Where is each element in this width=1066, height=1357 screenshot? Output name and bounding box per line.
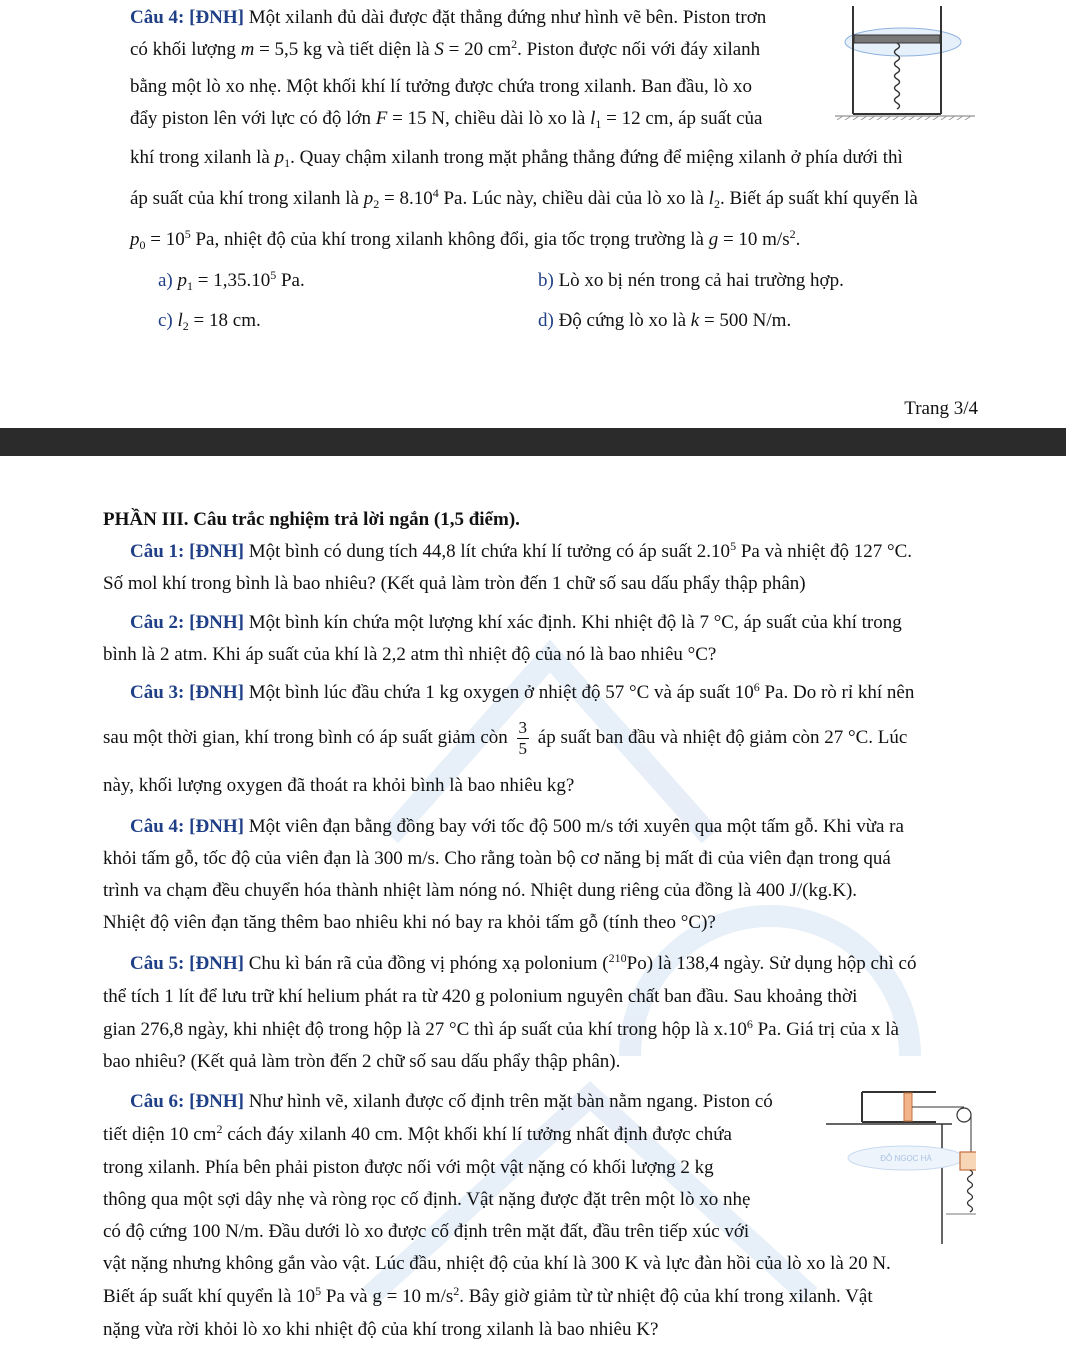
cylinder-spring-figure bbox=[835, 2, 975, 120]
piston bbox=[904, 1093, 912, 1121]
q6-line-8: nặng vừa rời khỏi lò xo khi nhiệt độ của khí trong xilanh là bao nhiêu K? bbox=[103, 1319, 659, 1340]
q4-line-3: bằng một lò xo nhẹ. Một khối khí lí tưởng được chứa trong xilanh. Ban đầu, lò xo bbox=[130, 76, 752, 97]
q4b-line-1: Câu 4: [ĐNH] Một viên đạn bằng đồng bay với tốc độ 500 m/s tới xuyên qua một tấm gỗ. Khi vừa ra bbox=[130, 816, 904, 837]
q6-line-4: thông qua một sợi dây nhẹ và ròng rọc cố định. Vật nặng được đặt trên một lò xo nhẹ bbox=[103, 1189, 751, 1210]
option-d: d) Độ cứng lò xo là k = 500 N/m. bbox=[538, 310, 792, 331]
spring bbox=[968, 1170, 973, 1212]
q4-line-7: $p_0 = 10^5$ Pa, nhiệt độ của khí trong xilanh không đổi, gia tốc trọng trường là g = 10 $m/s^2$. bbox=[130, 227, 801, 252]
cylinder-pulley-figure bbox=[826, 1084, 976, 1244]
part-title: PHẦN III. Câu trắc nghiệm trả lời ngắn (1,5 điểm). bbox=[103, 509, 520, 530]
q4b-line-3: trình va chạm đều chuyển hóa thành nhiệt làm nóng nó. Nhiệt dung riêng của đồng là 400 J/(kg.K). bbox=[103, 880, 858, 901]
q6-line-7: Biết áp suất khí quyển là $10^5$ Pa và g = 10 $m/s^2$. Bây giờ giảm từ từ nhiệt độ của khí trong xilanh. Vật bbox=[103, 1284, 873, 1307]
page-3-bottom bbox=[0, 0, 1066, 428]
option-b: b) Lò xo bị nén trong cả hai trường hợp. bbox=[538, 270, 844, 291]
piston bbox=[854, 35, 940, 43]
q6-line-5: có độ cứng 100 N/m. Đầu dưới lò xo được cố định trên mặt đất, đầu trên tiếp xúc với bbox=[103, 1221, 750, 1242]
q3-line-3: này, khối lượng oxygen đã thoát ra khỏi bình là bao nhiêu kg? bbox=[103, 775, 575, 796]
option-c: c) $l_2 = 18$ cm. bbox=[158, 310, 261, 333]
q5-line-4: bao nhiêu? (Kết quả làm tròn đến 2 chữ số sau dấu phẩy thập phân). bbox=[103, 1051, 621, 1072]
page-4 bbox=[0, 456, 1066, 1357]
q4-line-4: đẩy piston lên với lực có độ lớn F = 15 N, chiều dài lò xo là $l_1 = 12$ cm, áp suất của bbox=[130, 108, 763, 131]
q4-line-5: khí trong xilanh là $p_1$. Quay chậm xilanh trong mặt phẳng thẳng đứng để miệng xilanh ở phía dưới thì bbox=[130, 147, 903, 170]
q1-line-1: Câu 1: [ĐNH] Một bình có dung tích 44,8 lít chứa khí lí tưởng có áp suất 2.10$^5$ Pa và nhiệt độ 127 °C. bbox=[130, 539, 913, 562]
q4-line-1: Câu 4: [ĐNH] Một xilanh đủ dài được đặt thẳng đứng như hình vẽ bên. Piston trơn bbox=[130, 7, 767, 28]
page-number: Trang 3/4 bbox=[904, 398, 978, 419]
hanging-mass bbox=[960, 1152, 976, 1170]
question-label: Câu 4: [ĐNH] bbox=[130, 7, 244, 28]
figure-watermark-text: ĐỖ NGỌC HÀ bbox=[880, 1154, 932, 1163]
q5-line-1: Câu 5: [ĐNH] Chu kì bán rã của đồng vị phóng xạ polonium ($^{210}$Po) là 138,4 ngày. Sử dụng hộp chì có bbox=[130, 951, 917, 974]
q4b-line-4: Nhiệt độ viên đạn tăng thêm bao nhiêu khi nó bay ra khỏi tấm gỗ (tính theo °C)? bbox=[103, 912, 716, 933]
q6-line-3: trong xilanh. Phía bên phải piston được nối với một vật nặng có khối lượng 2 kg bbox=[103, 1157, 714, 1178]
ground-hatch bbox=[837, 116, 971, 120]
option-a: a) $p_1 = 1,35.10^5$ Pa. bbox=[158, 268, 305, 293]
q2-line-2: bình là 2 atm. Khi áp suất của khí là 2,2 atm thì nhiệt độ của nó là bao nhiêu °C? bbox=[103, 644, 717, 665]
q4-line-6: áp suất của khí trong xilanh là $p_2 = 8.10^4$ Pa. Lúc này, chiều dài của lò xo là $l_2$. Biết áp suất khí quyển là bbox=[130, 186, 918, 211]
pulley bbox=[957, 1108, 971, 1122]
q5-line-3: gian 276,8 ngày, khi nhiệt độ trong hộp là 27 °C thì áp suất của khí trong hộp là $x.10^6$ Pa. Giá trị của x là bbox=[103, 1017, 899, 1040]
q6-line-1: Câu 6: [ĐNH] Như hình vẽ, xilanh được cố định trên mặt bàn nằm ngang. Piston có bbox=[130, 1091, 773, 1112]
q5-line-2: thể tích 1 lít để lưu trữ khí helium phát ra từ 420 g polonium nguyên chất ban đầu. Sau khoảng thời bbox=[103, 986, 858, 1007]
q3-line-1: Câu 3: [ĐNH] Một bình lúc đầu chứa 1 kg oxygen ở nhiệt độ 57 °C và áp suất $10^6$ Pa. Do rò rỉ khí nên bbox=[130, 680, 915, 703]
q2-line-1: Câu 2: [ĐNH] Một bình kín chứa một lượng khí xác định. Khi nhiệt độ là 7 °C, áp suất của khí trong bbox=[130, 612, 902, 633]
page-separator bbox=[0, 428, 1066, 456]
q3-line-2: sau một thời gian, khí trong bình có áp suất giảm còn $\frac{3}{5}$ áp suất ban đầu và nhiệt độ giảm còn 27 °C. Lúc bbox=[103, 718, 908, 759]
fraction-three-fifths: $\frac{3}{5}$ bbox=[518, 718, 528, 759]
q4-line-2: có khối lượng m = 5,5 kg và tiết diện là S = 20 $cm^2$. Piston được nối với đáy xilanh bbox=[130, 37, 761, 60]
q6-line-2: tiết diện 10 $cm^2$ cách đáy xilanh 40 cm. Một khối khí lí tưởng nhất định được chứa bbox=[103, 1122, 732, 1145]
q4b-line-2: khỏi tấm gỗ, tốc độ của viên đạn là 300 m/s. Cho rằng toàn bộ cơ năng bị mất đi của viên đạn trong quá bbox=[103, 848, 891, 869]
q6-line-6: vật nặng nhưng không gắn vào vật. Lúc đầu, nhiệt độ của khí là 300 K và lực đàn hồi của lò xo là 20 N. bbox=[103, 1253, 891, 1274]
q1-line-2: Số mol khí trong bình là bao nhiêu? (Kết quả làm tròn đến 1 chữ số sau dấu phẩy thập phân) bbox=[103, 573, 806, 594]
